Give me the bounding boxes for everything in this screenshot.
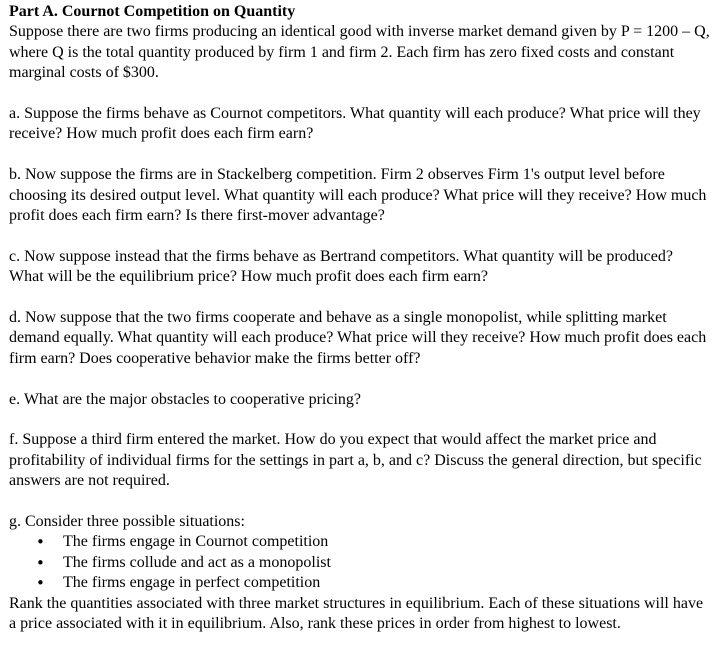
question-d: d. Now suppose that the two firms cooperate and behave as a single monopolist, while splitting market demand equally. What quantity will each produce? What price will they receive? How much profit does each firm earn? Does cooperative behavior make the firms better off?	[9, 309, 707, 367]
section-title: Part A. Cournot Competition on Quantity	[9, 3, 296, 20]
question-g-intro: g. Consider three possible situations:	[9, 513, 245, 531]
question-c: c. Now suppose instead that the firms behave as Bertrand competitors. What quantity will be produced? What will be the equilibrium price? How much profit does each firm earn?	[9, 247, 673, 286]
list-item: • The firms engage in Cournot competition	[63, 532, 710, 552]
question-f: f. Suppose a third firm entered the market. How do you expect that would affect the market price and profitability of individual firms for the settings in part a, b, and c? Discuss the general direction, but specific answers are not required.	[9, 431, 702, 490]
question-e: e. What are the major obstacles to cooperative pricing?	[9, 390, 361, 408]
list-item: • The firms engage in perfect competition	[63, 573, 710, 593]
question-a: a. Suppose the firms behave as Cournot competitors. What quantity will each produce? What price will they receive? How much profit does each firm earn?	[9, 105, 701, 143]
question-b: b. Now suppose the firms are in Stackelberg competition. Firm 2 observes Firm 1's output level before choosing its desired output level. What quantity will each produce? What price will they receive? How much profit does each firm earn? Is there first-mover advantage?	[9, 166, 707, 225]
problem-intro: Suppose there are two firms producing an identical good with inverse market demand given by P = 1200 – Q, where Q is the total quantity produced by firm 1 and firm 2. Each firm has zero fixed costs and constant marginal costs of $300.	[9, 23, 710, 82]
list-item: • The firms collude and act as a monopolist	[63, 553, 710, 573]
situations-list	[9, 532, 710, 593]
question-g-outro: Rank the quantities associated with three market structures in equilibrium. Each of these situations will have a price associated with it in equilibrium. Also, rank these prices in order from highest to lowest.	[9, 594, 704, 633]
